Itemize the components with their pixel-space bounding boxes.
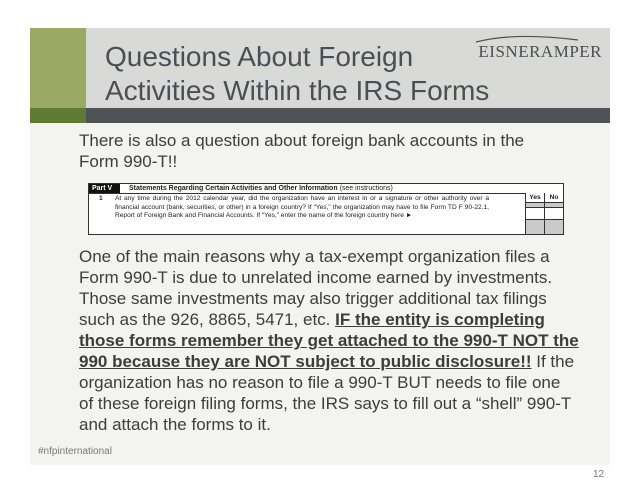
accent-underline-bar xyxy=(30,108,86,123)
title-underline-bar xyxy=(30,108,610,123)
intro-paragraph xyxy=(79,130,579,172)
no-column-header: No xyxy=(545,193,563,203)
yes-column-header: Yes xyxy=(526,193,544,203)
intro-line-2: Form 990-T!! xyxy=(79,152,178,171)
no-answer-cell xyxy=(545,207,563,220)
form-part-header xyxy=(89,184,563,194)
part-title-text: Statements Regarding Certain Activities and Other Information xyxy=(129,185,338,192)
no-column xyxy=(544,193,563,234)
title-line-1: Questions About Foreign xyxy=(105,41,414,72)
part-title-note: (see instructions) xyxy=(339,185,393,192)
logo-swoosh-icon xyxy=(474,34,580,44)
yes-answer-cell xyxy=(526,207,544,220)
form-990t-excerpt xyxy=(88,183,564,235)
body-plain-text: One of the main reasons why a tax-exempt organization files a Form 990-T is due to unrelated income earned by investments. Those same investments may also trigger additional tax filings such as the 926, 8865, 5471, etc. xyxy=(79,247,553,329)
part-title xyxy=(129,184,393,193)
body-tail-text: If the organization has no reason to file a 990-T BUT needs to file one of these foreign filing forms, the IRS says to fill out a “shell” 990-T and attach the forms to it. xyxy=(79,352,575,434)
page-number: 12 xyxy=(593,469,605,480)
company-logo xyxy=(478,40,602,64)
intro-line-1: There is also a question about foreign bank accounts in the xyxy=(79,131,525,150)
form-line-text: At any time during the 2012 calendar year, did the organization have an interest in or a signature or other authority over a financial account (bank, securities, or other) in a foreign country? If “Yes,” the organization may have to file Form TD F 90-22.1, Report of Foreign Bank and Financial Accounts. If “Yes,” enter the name of the foreign country here ► xyxy=(115,195,489,219)
form-line-number: 1 xyxy=(99,195,103,202)
part-label: Part V xyxy=(89,184,120,193)
hashtag-footer: #nfpinternational xyxy=(38,446,112,457)
title-line-2: Activities Within the IRS Forms xyxy=(105,75,490,106)
yes-column xyxy=(525,193,544,234)
logo-text: EISNERAMPER xyxy=(478,42,602,61)
slide xyxy=(30,28,610,480)
slide-title xyxy=(105,40,525,108)
body-emphasis-text: IF the entity is completing those forms remember they get attached to the 990-T NOT the 990 because they are NOT subject to public disclosure!! xyxy=(79,310,579,371)
body-paragraph xyxy=(79,246,579,435)
